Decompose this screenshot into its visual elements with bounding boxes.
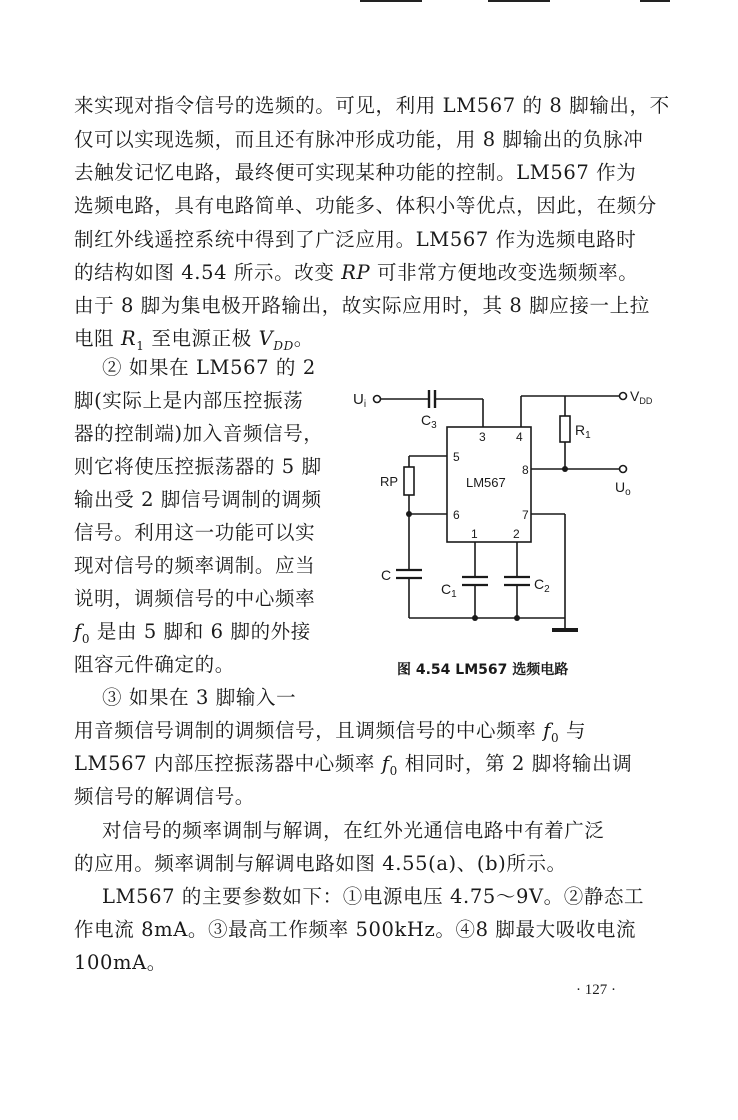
vdd-symbol: V — [258, 327, 274, 350]
item2-line2: 脚(实际上是内部压控振荡 — [74, 389, 304, 412]
pin3-label: 3 — [479, 430, 486, 444]
c2-label-sub: 2 — [544, 584, 550, 595]
r1-resistor — [560, 416, 570, 442]
paragraph1-line7: 由于 8 脚为集电极开路输出，故实际应用时，其 8 脚应接一上拉 — [74, 294, 650, 317]
text: LM567 内部压控振荡器中心频率 — [74, 752, 382, 775]
junction-dot — [406, 511, 412, 517]
pin6-label: 6 — [453, 508, 460, 522]
top-rule-left — [360, 0, 422, 2]
text: 。 — [293, 327, 314, 350]
c3-label-text: C — [421, 412, 432, 428]
paragraph1-line1: 来实现对指令信号的选频的。可见，利用 LM567 的 8 脚输出，不 — [74, 94, 670, 117]
r1-label-text: R — [575, 422, 586, 438]
vdd-subscript-text: DD — [273, 338, 294, 353]
circuit-svg — [335, 372, 655, 642]
pin5-label: 5 — [453, 450, 460, 464]
f0-subscript: 0 — [550, 730, 560, 745]
junction-dot — [562, 466, 568, 472]
output-terminal — [620, 466, 627, 473]
junction-dot — [514, 615, 520, 621]
input-label-sub: i — [363, 399, 367, 410]
paragraph1-line2: 仅可以实现选频，而且还有脉冲形成功能，用 8 脚输出的负脉冲 — [74, 128, 644, 151]
r1-subscript: 1 — [136, 338, 145, 353]
pin7-label: 7 — [522, 508, 529, 522]
paragraph1-line5: 制红外线遥控系统中得到了广泛应用。LM567 作为选频电路时 — [74, 228, 637, 251]
c1-label-sub: 1 — [451, 589, 457, 600]
item3-line2 — [74, 718, 586, 751]
figure-caption: 图 4.54 LM567 选频电路 — [397, 662, 569, 678]
rp-label: RP — [380, 474, 399, 489]
item2-line4: 则它将使压控振荡器的 5 脚 — [74, 455, 322, 478]
input-label-text: U — [353, 391, 364, 408]
vdd-terminal — [620, 393, 627, 400]
item2-line10: 阻容元件确定的。 — [74, 653, 235, 676]
f0-subscript: 0 — [389, 763, 398, 778]
f0-symbol: f — [381, 752, 390, 775]
item2-line9 — [74, 619, 311, 652]
chip-label: LM567 — [466, 475, 506, 490]
r1-label-sub: 1 — [585, 430, 591, 441]
paragraph1-line8 — [74, 326, 314, 359]
vdd-subscript — [273, 339, 293, 353]
pin4-label: 4 — [516, 430, 523, 444]
pin1-label: 1 — [471, 527, 478, 541]
pin8-label: 8 — [522, 463, 529, 477]
junction-dot — [472, 615, 478, 621]
vdd-label-text: V — [630, 388, 640, 404]
item3-line3 — [74, 751, 632, 784]
f0-symbol: f — [543, 719, 551, 742]
paragraph4-line2: 的应用。频率调制与解调电路如图 4.55(a)、(b)所示。 — [74, 852, 567, 875]
c3-label-sub: 3 — [431, 420, 437, 431]
input-label — [353, 391, 366, 410]
text: 至电源正极 — [144, 327, 259, 350]
paragraph5-line3: 100mA。 — [74, 951, 167, 974]
output-label-sub: o — [625, 487, 631, 498]
input-terminal — [374, 396, 381, 403]
f0-symbol: f — [74, 620, 82, 643]
paragraph4-line1: 对信号的频率调制与解调，在红外光通信电路中有着广泛 — [102, 819, 605, 842]
output-label-text: U — [615, 479, 626, 495]
paragraph1-line6 — [74, 260, 638, 285]
c3-label — [421, 412, 437, 431]
item2-line7: 现对信号的频率调制。应当 — [74, 554, 316, 577]
paragraph5-line2: 作电流 8mA。③最高工作频率 500kHz。④8 脚最大吸收电流 — [74, 918, 637, 941]
text: 与 — [559, 719, 587, 742]
item2-line6: 信号。利用这一功能可以实 — [74, 521, 316, 544]
item2-line8: 说明，调频信号的中心频率 — [74, 587, 316, 610]
r1-symbol: R — [121, 327, 137, 350]
ground-symbol — [552, 628, 578, 632]
page-number: · 127 · — [576, 982, 616, 998]
vdd-label — [630, 388, 653, 406]
item3-line4: 频信号的解调信号。 — [74, 785, 255, 808]
rp-resistor — [404, 467, 414, 495]
top-rule-middle — [488, 0, 550, 2]
item2-line1: ② 如果在 LM567 的 2 — [102, 356, 316, 379]
top-rule-right — [640, 0, 670, 2]
c2-label-text: C — [534, 576, 545, 592]
rp-symbol: RP — [341, 261, 371, 284]
pin2-label: 2 — [513, 527, 520, 541]
paragraph1-line4: 选频电路，具有电路简单、功能多、体积小等优点，因此，在频分 — [74, 194, 657, 217]
item2-line3: 器的控制端)加入音频信号， — [74, 422, 324, 445]
text: 相同时，第 2 脚将输出调 — [397, 752, 633, 775]
text: 可非常方便地改变选频频率。 — [370, 261, 639, 284]
text: 用音频信号调制的调频信号，且调频信号的中心频率 — [74, 719, 544, 742]
c1-label — [441, 581, 457, 600]
text: 是由 5 脚和 6 脚的外接 — [90, 620, 311, 643]
c-label: C — [381, 567, 392, 583]
text: 电阻 — [74, 327, 121, 350]
f0-subscript: 0 — [81, 631, 91, 646]
item3-line1: ③ 如果在 3 脚输入一 — [102, 686, 297, 709]
text: 的结构如图 4.54 所示。改变 — [74, 261, 342, 284]
paragraph1-line3: 去触发记忆电路，最终便可实现某种功能的控制。LM567 作为 — [74, 161, 637, 184]
output-label — [615, 479, 631, 498]
r1-label — [575, 422, 591, 441]
item2-line5: 输出受 2 脚信号调制的调频 — [74, 488, 322, 511]
paragraph5-line1: LM567 的主要参数如下：①电源电压 4.75～9V。②静态工 — [102, 885, 645, 908]
circuit-diagram — [335, 372, 655, 642]
c1-label-text: C — [441, 581, 452, 597]
c2-label — [534, 576, 550, 595]
vdd-label-sub: DD — [639, 396, 653, 406]
